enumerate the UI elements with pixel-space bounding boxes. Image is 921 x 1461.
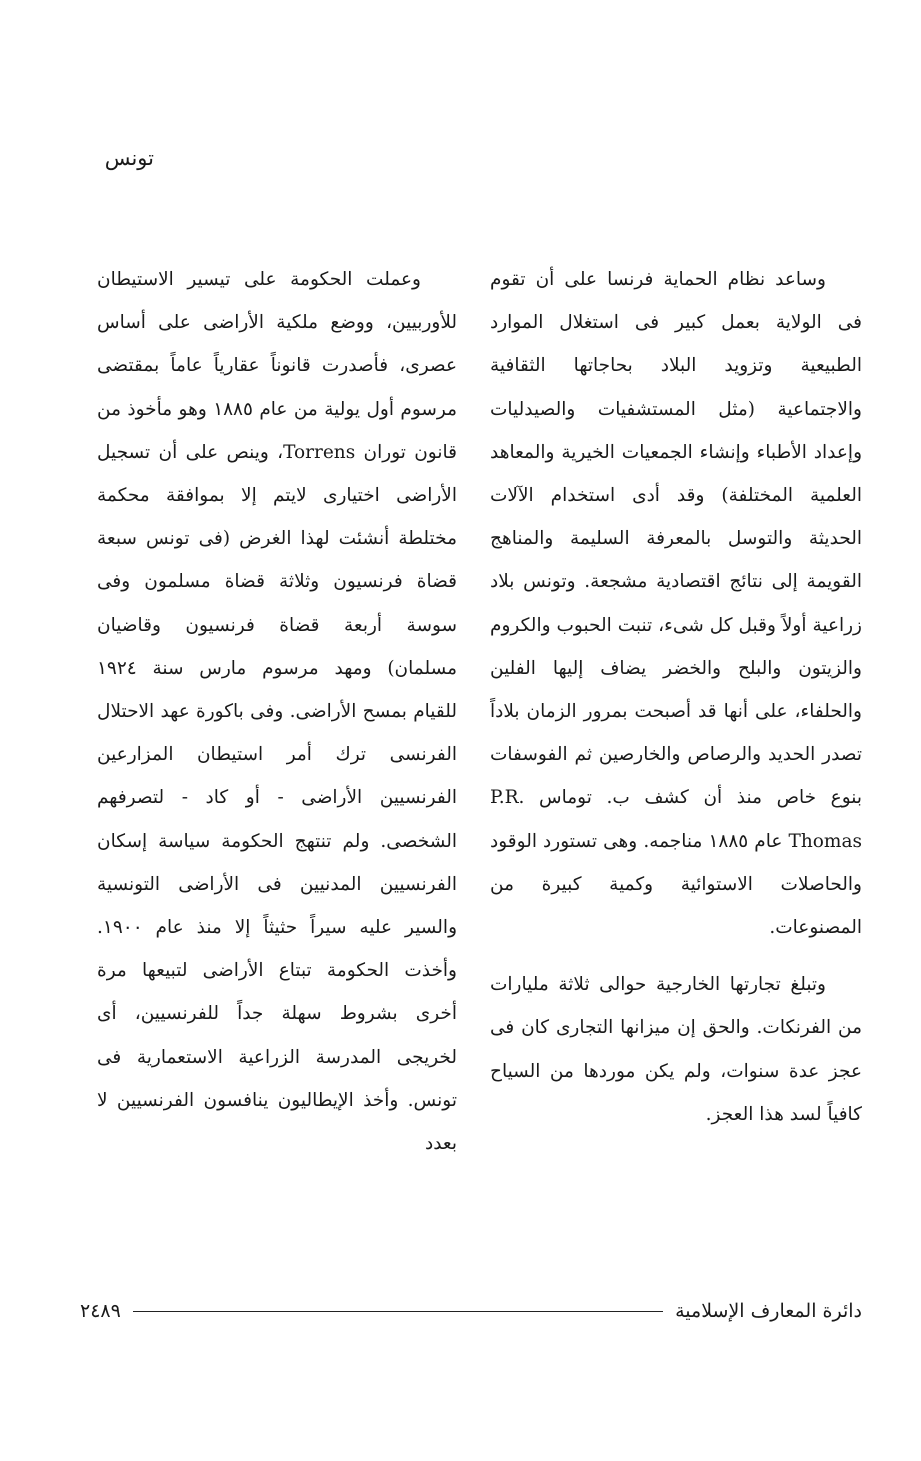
paragraph: وساعد نظام الحماية فرنسا على أن تقوم فى الولاية بعمل كبير فى استغلال الموارد الطبيعية وتزويد البلاد بحاجاتها الثقافية والاجتماعية (مثل المستشفيات والصيدليات وإعداد الأطباء وإنشاء الجمعيات الخيرية والمعاهد العلمية المختلفة) وقد أدى استخدام الآلات الحديثة والتوسل بالمعرفة السليمة والمناهج القويمة إلى نتائج اقتصادية مشجعة. وتونس بلاد زراعية أولاً وقبل كل شىء، تنبت الحبوب والكروم والزيتون والبلح والخضر يضاف إليها الفلين والحلفاء، على أنها قد أصبحت بمرور الزمان بلاداً تصدر الحديد والرصاص والخارصين ثم الفوسفات بنوع خاص منذ أن كشف ب. توماس P.R. Thomas عام ١٨٨٥ مناجمه. وهى تستورد الوقود والحاصلات الاستوائية وكمية كبيرة من المصنوعات. [490,269,862,939]
left-column [97,258,457,1165]
publication-title: دائرة المعارف الإسلامية [675,1300,862,1322]
running-head: تونس [104,146,154,170]
paragraph: وعملت الحكومة على تيسير الاستيطان للأوربيين، ووضع ملكية الأراضى على أساس عصرى، فأصدرت قانوناً عقارياً عاماً بمقتضى مرسوم أول يولية من عام ١٨٨٥ وهو مأخوذ من قانون توران Torrens، وينص على أن تسجيل الأراضى اختيارى لايتم إلا بموافقة محكمة مختلطة أنشئت لهذا الغرض (فى تونس سبعة قضاة فرنسيون وثلاثة قضاة مسلمون وفى سوسة أربعة قضاة فرنسيون وقاضيان مسلمان) ومهد مرسوم مارس سنة ١٩٢٤ للقيام بمسح الأراضى. وفى باكورة عهد الاحتلال الفرنسى ترك أمر استيطان المزارعين الفرنسيين الأراضى - أو كاد - لتصرفهم الشخصى. ولم تنتهج الحكومة سياسة إسكان الفرنسيين المدنيين فى الأراضى التونسية والسير عليه سيراً حثيثاً إلا منذ عام ١٩٠٠. وأخذت الحكومة تبتاع الأراضى لتبيعها مرة أخرى بشروط سهلة جداً للفرنسيين، أى لخريجى المدرسة الزراعية الاستعمارية فى تونس. وأخذ الإيطاليون ينافسون الفرنسيين لا بعدد [97,269,457,1155]
page-footer [80,1296,862,1326]
paragraph: وتبلغ تجارتها الخارجية حوالى ثلاثة مليارات من الفرنكات. والحق إن ميزانها التجارى كان فى عجز عدة سنوات، ولم يكن موردها من السياح كافياً لسد هذا العجز. [490,974,862,1125]
right-column [490,258,862,1136]
page-number: ٢٤٨٩ [80,1300,121,1322]
footer-rule [133,1311,663,1312]
